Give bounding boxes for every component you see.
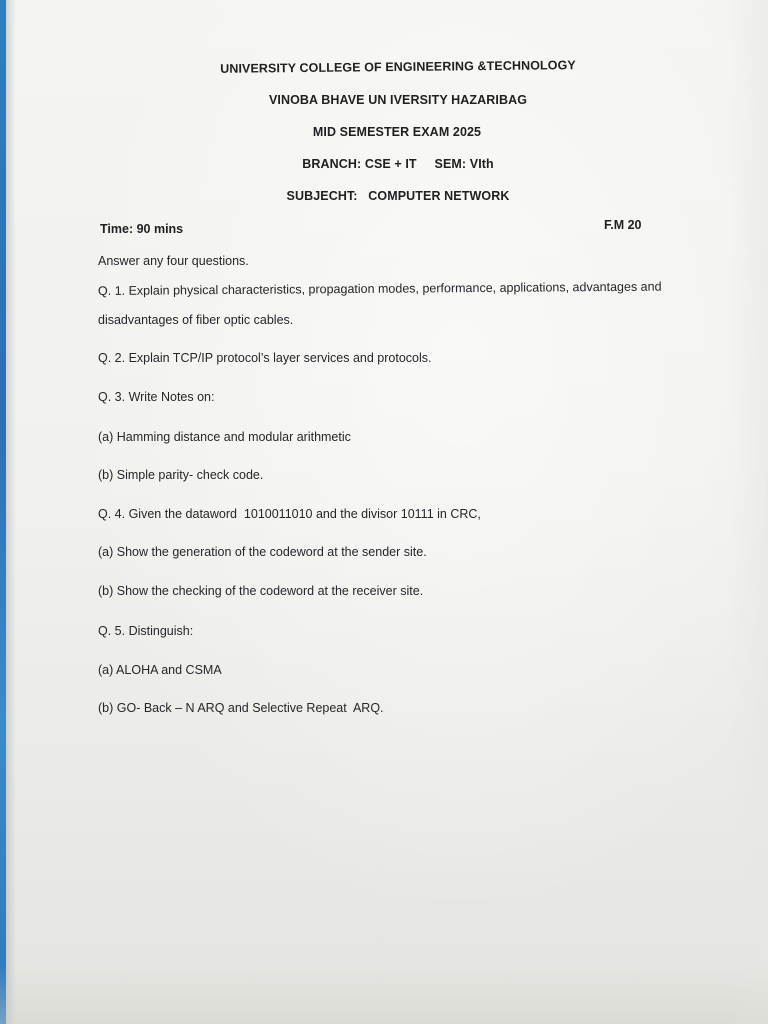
university-location: VINOBA BHAVE UN IVERSITY HAZARIBAG (268, 93, 528, 107)
question-3-part-b: (b) Simple parity- check code. (98, 468, 264, 482)
question-1-line-1: Q. 1. Explain physical characteristics, propagation modes, performance, applications, advantages and (97, 279, 662, 298)
page-shadow (6, 0, 16, 1024)
university-name: UNIVERSITY COLLEGE OF ENGINEERING &TECHNOLOGY (220, 58, 576, 76)
question-5-part-a: (a) ALOHA and CSMA (98, 663, 222, 677)
instruction-text: Answer any four questions. (98, 254, 249, 268)
question-1-line-2: disadvantages of fiber optic cables. (98, 313, 294, 327)
question-4: Q. 4. Given the dataword 1010011010 and the divisor 10111 in CRC, (98, 507, 481, 521)
question-4-part-b: (b) Show the checking of the codeword at the receiver site. (98, 584, 424, 598)
question-2: Q. 2. Explain TCP/IP protocol’s layer services and protocols. (98, 351, 432, 365)
question-5: Q. 5. Distinguish: (98, 624, 194, 638)
subject-line: SUBJECHT: COMPUTER NETWORK (286, 189, 510, 203)
question-3-part-a: (a) Hamming distance and modular arithmetic (98, 430, 351, 444)
question-5-part-b: (b) GO- Back – N ARQ and Selective Repeat ARQ. (98, 701, 384, 715)
branch-semester: BRANCH: CSE + IT SEM: VIth (302, 157, 494, 171)
question-4-part-a: (a) Show the generation of the codeword at the sender site. (98, 545, 427, 559)
page-shading-right (728, 0, 768, 1024)
exam-time: Time: 90 mins (100, 222, 184, 236)
question-3: Q. 3. Write Notes on: (98, 390, 215, 404)
full-marks: F.M 20 (604, 218, 642, 232)
page-shading-bottom (0, 964, 768, 1024)
exam-title: MID SEMESTER EXAM 2025 (312, 125, 482, 139)
